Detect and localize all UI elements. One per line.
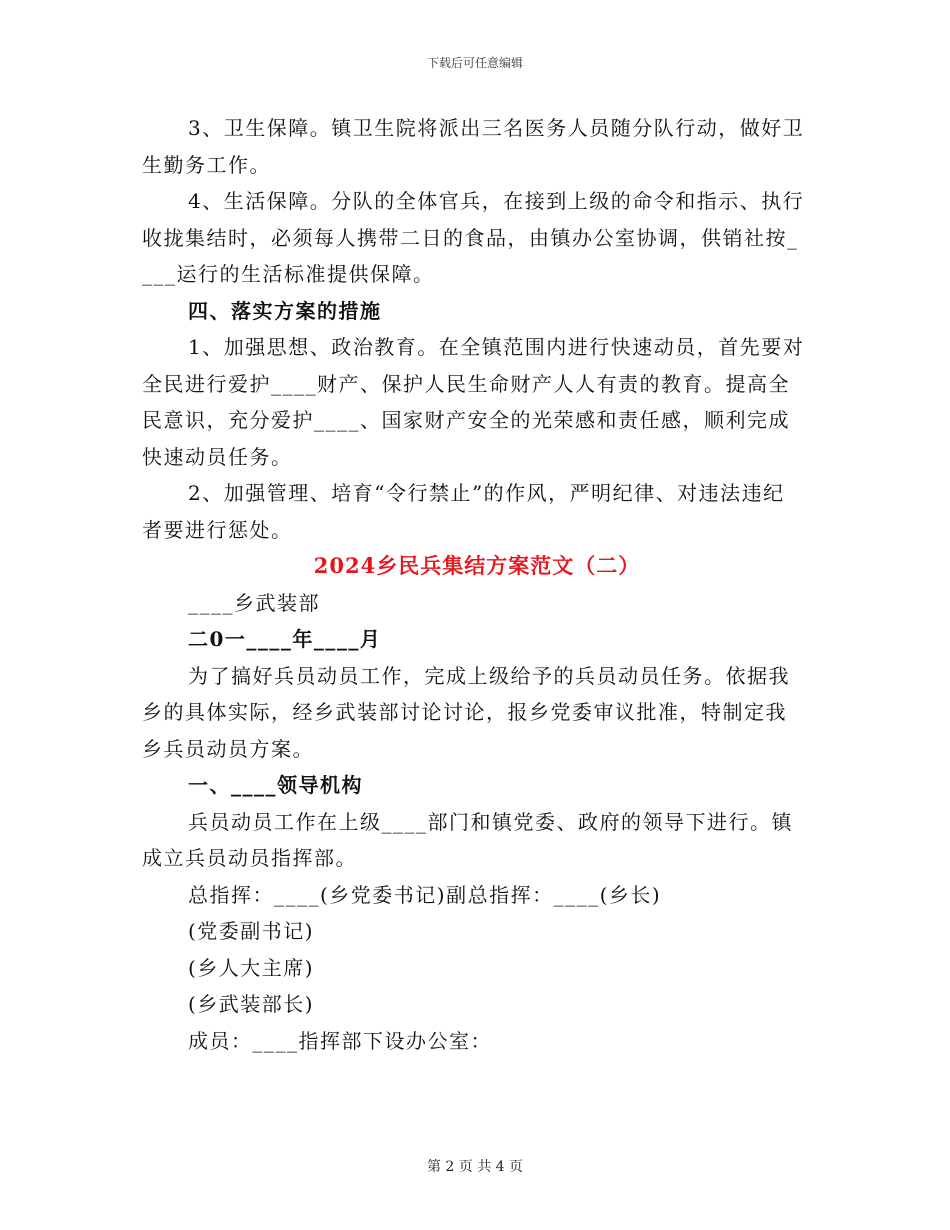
text-line: (乡人大主席) bbox=[188, 955, 315, 980]
text-line: 乡的具体实际，经乡武装部讨论讨论，报乡党委审议批准，特制定我 bbox=[142, 700, 787, 724]
page-footer: 第 2 页 共 4 页 bbox=[426, 1159, 524, 1175]
text-line: 4、生活保障。分队的全体官兵，在接到上级的命令和指示、执行 bbox=[188, 189, 805, 213]
text-line: 乡兵员动员方案。 bbox=[142, 736, 314, 761]
text-line: 总指挥：____(乡党委书记)副总指挥：____(乡长) bbox=[188, 882, 662, 907]
section-title: 2024乡民兵集结方案范文（二） bbox=[313, 553, 641, 578]
section-heading: 一、____领导机构 bbox=[188, 773, 363, 797]
document-body bbox=[142, 110, 812, 1059]
text-line: (党委副书记) bbox=[188, 919, 315, 943]
text-line: 2、加强管理、培育“令行禁止”的作风，严明纪律、对违法违纪 bbox=[188, 481, 785, 505]
text-line: ____乡武装部 bbox=[188, 590, 320, 615]
text-line: 民意识，充分爱护____、国家财产安全的光荣感和责任感，顺利完成 bbox=[142, 408, 790, 432]
text-line: (乡武装部长) bbox=[188, 992, 315, 1016]
text-line: 者要进行惩处。 bbox=[142, 517, 293, 542]
text-line: 成员：____指挥部下设办公室： bbox=[188, 1028, 492, 1053]
text-line: 全民进行爱护____财产、保护人民生命财产人人有责的教育。提高全 bbox=[142, 371, 790, 396]
text-line: 3、卫生保障。镇卫生院将派出三名医务人员随分队行动，做好卫 bbox=[188, 116, 805, 140]
text-line: 为了搞好兵员动员工作，完成上级给予的兵员动员任务。依据我 bbox=[188, 663, 790, 688]
text-line: 生勤务工作。 bbox=[142, 152, 271, 177]
text-line: 兵员动员工作在上级____部门和镇党委、政府的领导下进行。镇 bbox=[188, 809, 793, 834]
text-line: ___运行的生活标准提供保障。 bbox=[142, 262, 435, 286]
section-heading: 四、落实方案的措施 bbox=[188, 298, 382, 323]
text-line: 收拢集结时，必须每人携带二日的食品，由镇办公室协调，供销社按_ bbox=[142, 225, 799, 250]
section-heading: 二0一____年____月 bbox=[188, 627, 382, 651]
text-line: 快速动员任务。 bbox=[142, 444, 293, 469]
text-line: 成立兵员动员指挥部。 bbox=[142, 846, 357, 870]
text-line: 1、加强思想、政治教育。在全镇范围内进行快速动员，首先要对 bbox=[188, 335, 805, 359]
page-header: 下载后可任意编辑 bbox=[426, 56, 523, 70]
